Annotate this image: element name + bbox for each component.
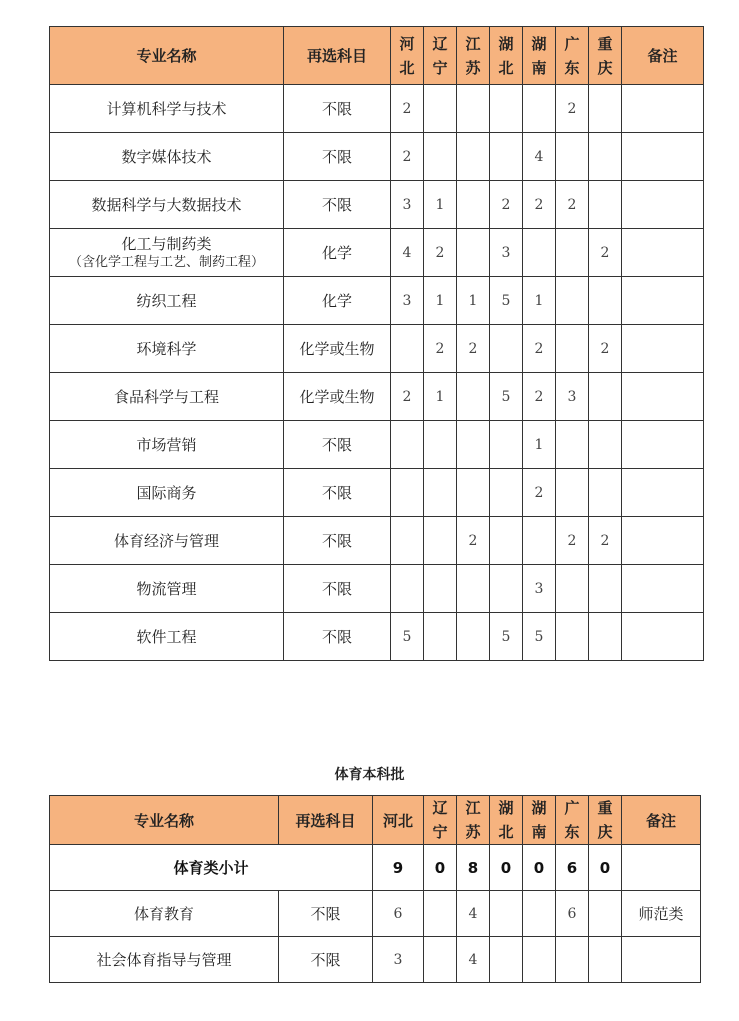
note-cell — [622, 325, 704, 373]
sports-majors-table — [49, 795, 701, 983]
quota-cell — [391, 325, 424, 373]
required-subject: 不限 — [279, 937, 373, 983]
quota-cell — [589, 613, 622, 661]
quota-cell — [589, 277, 622, 325]
table-row — [50, 373, 704, 421]
required-subject: 不限 — [284, 613, 391, 661]
major-name: 食品科学与工程 — [50, 373, 284, 421]
quota-cell: 2 — [424, 325, 457, 373]
header-major: 专业名称 — [50, 796, 279, 845]
quota-cell — [457, 565, 490, 613]
note-cell — [622, 277, 704, 325]
quota-cell — [490, 325, 523, 373]
quota-cell: 2 — [457, 517, 490, 565]
note-cell — [622, 517, 704, 565]
quota-cell: 4 — [457, 937, 490, 983]
major-name: 计算机科学与技术 — [50, 85, 284, 133]
note-cell — [622, 133, 704, 181]
quota-cell — [556, 565, 589, 613]
note-cell — [622, 937, 701, 983]
table-row — [50, 891, 701, 937]
quota-cell — [424, 891, 457, 937]
quota-cell: 3 — [391, 181, 424, 229]
quota-cell — [589, 133, 622, 181]
header-province: 重 庆 — [589, 27, 622, 85]
major-name: 物流管理 — [50, 565, 284, 613]
quota-cell — [424, 421, 457, 469]
quota-cell: 2 — [391, 373, 424, 421]
quota-cell — [457, 469, 490, 517]
note-cell — [622, 421, 704, 469]
required-subject: 化学或生物 — [284, 325, 391, 373]
note-cell — [622, 85, 704, 133]
quota-cell — [391, 421, 424, 469]
quota-cell — [424, 613, 457, 661]
table-row — [50, 133, 704, 181]
header-province: 江 苏 — [457, 796, 490, 845]
quota-cell: 3 — [391, 277, 424, 325]
quota-cell — [523, 517, 556, 565]
required-subject: 不限 — [284, 565, 391, 613]
quota-cell: 1 — [523, 421, 556, 469]
quota-cell — [490, 891, 523, 937]
quota-cell: 2 — [424, 229, 457, 277]
quota-cell: 4 — [457, 891, 490, 937]
required-subject: 不限 — [279, 891, 373, 937]
table-header-row — [50, 796, 701, 845]
quota-cell: 2 — [589, 229, 622, 277]
table-row — [50, 181, 704, 229]
quota-cell — [490, 937, 523, 983]
quota-cell — [457, 613, 490, 661]
note-cell: 师范类 — [622, 891, 701, 937]
quota-cell — [556, 613, 589, 661]
quota-cell — [589, 85, 622, 133]
quota-cell — [457, 229, 490, 277]
quota-cell — [457, 181, 490, 229]
quota-cell: 5 — [523, 613, 556, 661]
table-row — [50, 469, 704, 517]
table-row — [50, 85, 704, 133]
table-row — [50, 277, 704, 325]
quota-cell — [457, 133, 490, 181]
header-province: 辽 宁 — [424, 27, 457, 85]
quota-cell: 5 — [490, 373, 523, 421]
header-province: 广 东 — [556, 796, 589, 845]
major-name: 数据科学与大数据技术 — [50, 181, 284, 229]
quota-cell — [424, 469, 457, 517]
major-name: 国际商务 — [50, 469, 284, 517]
header-province: 辽 宁 — [424, 796, 457, 845]
quota-cell: 2 — [523, 373, 556, 421]
table-row — [50, 229, 704, 277]
required-subject: 不限 — [284, 517, 391, 565]
quota-cell: 2 — [589, 517, 622, 565]
header-province: 河北 — [373, 796, 424, 845]
required-subject: 不限 — [284, 133, 391, 181]
major-name: 软件工程 — [50, 613, 284, 661]
quota-cell — [589, 373, 622, 421]
quota-cell: 3 — [523, 565, 556, 613]
subtotal-value: 0 — [589, 845, 622, 891]
quota-cell: 2 — [523, 181, 556, 229]
major-name: 体育教育 — [50, 891, 279, 937]
major-name: 社会体育指导与管理 — [50, 937, 279, 983]
quota-cell: 2 — [523, 469, 556, 517]
required-subject: 不限 — [284, 181, 391, 229]
quota-cell: 1 — [424, 181, 457, 229]
section-title: 体育本科批 — [334, 767, 405, 783]
subtotal-value: 6 — [556, 845, 589, 891]
quota-cell: 3 — [373, 937, 424, 983]
quota-cell — [523, 891, 556, 937]
quota-cell — [556, 133, 589, 181]
quota-cell: 3 — [556, 373, 589, 421]
major-name: 数字媒体技术 — [50, 133, 284, 181]
header-subject: 再选科目 — [279, 796, 373, 845]
quota-cell — [490, 565, 523, 613]
table-header-row — [50, 27, 704, 85]
quota-cell — [424, 133, 457, 181]
note-cell — [622, 565, 704, 613]
note-cell — [622, 181, 704, 229]
quota-cell: 2 — [490, 181, 523, 229]
required-subject: 不限 — [284, 421, 391, 469]
note-cell — [622, 613, 704, 661]
header-province: 湖 北 — [490, 796, 523, 845]
quota-cell: 1 — [424, 373, 457, 421]
quota-cell: 2 — [391, 133, 424, 181]
quota-cell: 6 — [556, 891, 589, 937]
table-row — [50, 937, 701, 983]
required-subject: 化学 — [284, 229, 391, 277]
major-name: 市场营销 — [50, 421, 284, 469]
quota-cell — [556, 277, 589, 325]
required-subject: 化学 — [284, 277, 391, 325]
quota-cell: 2 — [556, 85, 589, 133]
quota-cell — [490, 421, 523, 469]
quota-cell — [589, 421, 622, 469]
header-province: 江 苏 — [457, 27, 490, 85]
quota-cell — [589, 565, 622, 613]
header-province: 河 北 — [391, 27, 424, 85]
quota-cell — [391, 565, 424, 613]
quota-cell — [490, 469, 523, 517]
quota-cell — [457, 373, 490, 421]
major-name-sub: （含化学工程与工艺、制药工程） — [68, 254, 264, 270]
quota-cell — [556, 469, 589, 517]
header-province: 湖 南 — [523, 27, 556, 85]
quota-cell: 3 — [490, 229, 523, 277]
quota-cell — [457, 85, 490, 133]
note-cell — [622, 373, 704, 421]
table-row — [50, 421, 704, 469]
note-cell — [622, 469, 704, 517]
header-major: 专业名称 — [50, 27, 284, 85]
quota-cell: 2 — [457, 325, 490, 373]
note-cell — [622, 229, 704, 277]
table-row — [50, 565, 704, 613]
subtotal-value: 0 — [523, 845, 556, 891]
header-province: 重 庆 — [589, 796, 622, 845]
quota-cell: 2 — [556, 181, 589, 229]
quota-cell — [556, 229, 589, 277]
quota-cell: 5 — [490, 613, 523, 661]
quota-cell: 2 — [391, 85, 424, 133]
quota-cell — [424, 565, 457, 613]
major-name — [50, 229, 284, 277]
header-subject: 再选科目 — [284, 27, 391, 85]
quota-cell: 4 — [391, 229, 424, 277]
quota-cell — [589, 891, 622, 937]
quota-cell — [523, 937, 556, 983]
quota-cell: 6 — [373, 891, 424, 937]
quota-cell: 2 — [523, 325, 556, 373]
subtotal-value: 9 — [373, 845, 424, 891]
header-province: 湖 北 — [490, 27, 523, 85]
subtotal-note — [622, 845, 701, 891]
quota-cell — [391, 469, 424, 517]
quota-cell — [457, 421, 490, 469]
quota-cell — [589, 937, 622, 983]
quota-cell — [589, 469, 622, 517]
header-province: 广 东 — [556, 27, 589, 85]
subtotal-value: 0 — [490, 845, 523, 891]
quota-cell: 5 — [391, 613, 424, 661]
major-name: 环境科学 — [50, 325, 284, 373]
header-province: 湖 南 — [523, 796, 556, 845]
quota-cell — [490, 85, 523, 133]
quota-cell — [424, 85, 457, 133]
header-note: 备注 — [622, 796, 701, 845]
quota-cell: 2 — [556, 517, 589, 565]
table-row — [50, 613, 704, 661]
major-name-main: 化工与制药类 — [121, 234, 212, 253]
quota-cell: 4 — [523, 133, 556, 181]
table-row — [50, 517, 704, 565]
quota-cell — [556, 325, 589, 373]
quota-cell: 1 — [424, 277, 457, 325]
quota-cell — [490, 517, 523, 565]
quota-cell — [523, 229, 556, 277]
quota-cell — [589, 181, 622, 229]
major-name: 纺织工程 — [50, 277, 284, 325]
table-row — [50, 325, 704, 373]
header-note: 备注 — [622, 27, 704, 85]
quota-cell: 1 — [457, 277, 490, 325]
required-subject: 化学或生物 — [284, 373, 391, 421]
subtotal-value: 0 — [424, 845, 457, 891]
majors-table — [49, 26, 704, 661]
required-subject: 不限 — [284, 85, 391, 133]
quota-cell — [556, 421, 589, 469]
required-subject: 不限 — [284, 469, 391, 517]
quota-cell — [391, 517, 424, 565]
quota-cell: 2 — [589, 325, 622, 373]
quota-cell: 1 — [523, 277, 556, 325]
subtotal-value: 8 — [457, 845, 490, 891]
subtotal-row — [50, 845, 701, 891]
subtotal-label: 体育类小计 — [50, 845, 373, 891]
quota-cell — [490, 133, 523, 181]
quota-cell — [556, 937, 589, 983]
quota-cell — [424, 937, 457, 983]
quota-cell — [424, 517, 457, 565]
quota-cell: 5 — [490, 277, 523, 325]
quota-cell — [523, 85, 556, 133]
major-name: 体育经济与管理 — [50, 517, 284, 565]
